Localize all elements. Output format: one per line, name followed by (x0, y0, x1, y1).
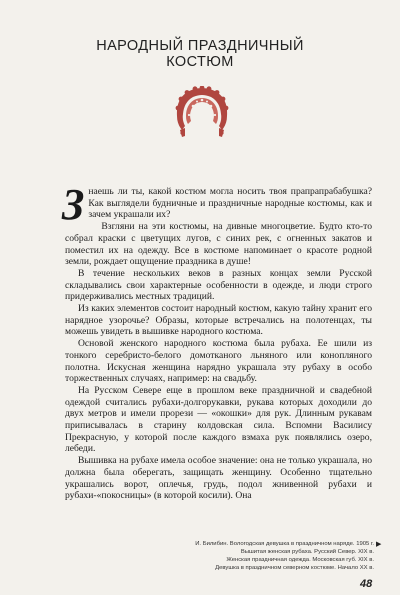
credit-line: Вышитая женская рубаха. Русский Север. XIX в. (240, 549, 374, 555)
triangle-right-icon: ▶ (376, 540, 382, 548)
credit-line: Девушка в праздничном северном костюме. Начало XX в. (215, 565, 374, 571)
title-line-1: НАРОДНЫЙ ПРАЗДНИЧНЫЙ (96, 38, 304, 54)
paragraph-1 (62, 180, 372, 229)
illustration-credits (118, 540, 374, 572)
title-line-2: КОСТЮМ (166, 54, 234, 70)
paragraph-7: Вышивка на рубахе имела особое значение: она не только украшала, но должна была оберегать, защищать женщину. Особенно тщательно украшались ворот, оплечья, грудь, подол жнивенной рубахи и рубахи-«покосницы» (в которой косили). Она (65, 455, 372, 502)
credit-line: Женская праздничная одежда. Московская губ. XIX в. (226, 557, 374, 563)
paragraph-1-text: наешь ли ты, какой костюм могла носить твоя прапрапрабабушка? Как выглядели будничные и праздничные народные костюмы, как и зачем украшали их? (88, 186, 372, 221)
credit-line: И. Билибин. Вологодская девушка в праздничном наряде. 1905 г. (195, 541, 374, 547)
page-title (0, 38, 400, 70)
article-body (62, 180, 372, 502)
paragraph-6: На Русском Севере еще в прошлом веке праздничной и свадебной одеждой считались рубахи-долгорукавки, рукава которых доходили до двух метров и имели прорези — «окошки» для рук. Длинным рукавам приписывалась в старину колдовская сила. Вспомни Василису Прекрасную, у которой после каждого взмаха рук появлялись озеро, лебеди. (65, 384, 372, 455)
paragraph-4: Из каких элементов состоит народный костюм, какую тайну хранит его нарядное узорочье? Образы, которые встречались на полотенцах, ты можешь увидеть в вышивке народного костюма. (65, 303, 372, 338)
kokoshnik-ornament-icon (173, 86, 231, 138)
paragraph-2: Взгляни на эти костюмы, на дивные многоцветие. Будто кто-то собрал краски с цветущих лугов, с синих рек, с огненных закатов и поместил их на одежду. Все в костюме напоминает о красоте родной земли, рождает ощущение праздника в душе! (65, 221, 372, 268)
paragraph-5: Основой женского народного костюма была рубаха. Ее шили из тонкого серебристо-белого домотканого льняного или конопляного полотна. Искусная женщина нарядно украшала эту рубаху в особо торжественных случаях, например: на свадьбу. (65, 338, 372, 385)
page-number: 48 (360, 578, 373, 590)
drop-cap: З (62, 180, 85, 229)
paragraph-3: В течение нескольких веков в разных концах земли Русской складывались свои характерные особенности в одежде, и люди строго придерживались местных традиций. (65, 267, 372, 303)
